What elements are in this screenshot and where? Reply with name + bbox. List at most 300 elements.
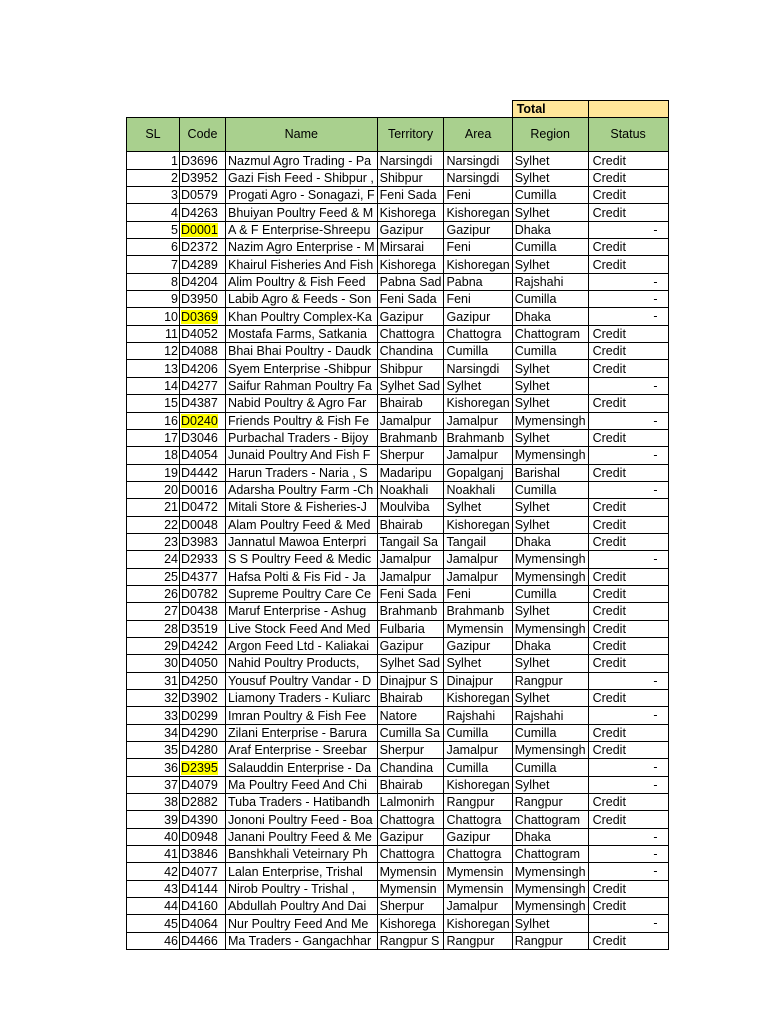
cell-name[interactable]: Saifur Rahman Poultry Fa	[226, 377, 378, 394]
cell-status[interactable]	[588, 776, 668, 793]
cell-name[interactable]: Junaid Poultry And Fish F	[226, 447, 378, 464]
cell-region[interactable]: Sylhet	[512, 690, 588, 707]
cell-status[interactable]	[588, 169, 668, 186]
cell-sl[interactable]: 9	[127, 291, 180, 308]
cell-territory[interactable]: Gazipur	[377, 221, 444, 238]
cell-region[interactable]: Sylhet	[512, 776, 588, 793]
cell-sl[interactable]: 40	[127, 828, 180, 845]
cell-status[interactable]	[588, 343, 668, 360]
cell-region[interactable]: Sylhet	[512, 169, 588, 186]
cell-code[interactable]	[180, 169, 226, 186]
cell-name[interactable]: Alam Poultry Feed & Med	[226, 516, 378, 533]
cell-sl[interactable]: 7	[127, 256, 180, 273]
cell-code[interactable]	[180, 360, 226, 377]
cell-area[interactable]: Gazipur	[444, 637, 512, 654]
cell-region[interactable]: Dhaka	[512, 637, 588, 654]
cell-status[interactable]	[588, 377, 668, 394]
cell-sl[interactable]: 22	[127, 516, 180, 533]
cell-name[interactable]: Tuba Traders - Hatibandh	[226, 794, 378, 811]
cell-area[interactable]: Mymensin	[444, 620, 512, 637]
cell-name[interactable]: Khairul Fisheries And Fish	[226, 256, 378, 273]
cell-code[interactable]	[180, 568, 226, 585]
cell-code[interactable]	[180, 395, 226, 412]
cell-sl[interactable]: 19	[127, 464, 180, 481]
cell-sl[interactable]: 2	[127, 169, 180, 186]
cell-code[interactable]	[180, 811, 226, 828]
cell-name[interactable]: Argon Feed Ltd - Kaliakai	[226, 637, 378, 654]
cell-territory[interactable]: Chattogra	[377, 325, 444, 342]
cell-area[interactable]: Feni	[444, 585, 512, 602]
cell-region[interactable]: Sylhet	[512, 499, 588, 516]
cell-status[interactable]	[588, 915, 668, 932]
cell-name[interactable]: A & F Enterprise-Shreepu	[226, 221, 378, 238]
cell-sl[interactable]: 14	[127, 377, 180, 394]
cell-sl[interactable]: 1	[127, 152, 180, 169]
cell-region[interactable]: Sylhet	[512, 395, 588, 412]
cell-region[interactable]: Cumilla	[512, 481, 588, 498]
cell-area[interactable]: Kishoregan	[444, 776, 512, 793]
cell-territory[interactable]: Madaripu	[377, 464, 444, 481]
cell-name[interactable]: Purbachal Traders - Bijoy	[226, 429, 378, 446]
cell-area[interactable]: Dinajpur	[444, 672, 512, 689]
cell-code[interactable]	[180, 932, 226, 949]
cell-area[interactable]: Feni	[444, 291, 512, 308]
cell-code[interactable]	[180, 672, 226, 689]
cell-territory[interactable]: Gazipur	[377, 828, 444, 845]
cell-sl[interactable]: 34	[127, 724, 180, 741]
cell-area[interactable]: Cumilla	[444, 724, 512, 741]
cell-status[interactable]	[588, 551, 668, 568]
cell-status[interactable]	[588, 863, 668, 880]
cell-area[interactable]: Sylhet	[444, 377, 512, 394]
cell-territory[interactable]: Chattogra	[377, 811, 444, 828]
cell-area[interactable]: Pabna	[444, 273, 512, 290]
cell-region[interactable]: Cumilla	[512, 239, 588, 256]
cell-sl[interactable]: 12	[127, 343, 180, 360]
cell-sl[interactable]: 26	[127, 585, 180, 602]
cell-sl[interactable]: 5	[127, 221, 180, 238]
cell-status[interactable]	[588, 690, 668, 707]
cell-area[interactable]: Brahmanb	[444, 603, 512, 620]
cell-region[interactable]: Mymensingh	[512, 880, 588, 897]
cell-code[interactable]	[180, 759, 226, 776]
cell-name[interactable]: Abdullah Poultry And Dai	[226, 898, 378, 915]
cell-territory[interactable]: Pabna Sad	[377, 273, 444, 290]
cell-region[interactable]: Cumilla	[512, 759, 588, 776]
cell-code[interactable]	[180, 776, 226, 793]
cell-territory[interactable]: Gazipur	[377, 637, 444, 654]
cell-code[interactable]	[180, 429, 226, 446]
cell-sl[interactable]: 15	[127, 395, 180, 412]
cell-area[interactable]: Jamalpur	[444, 447, 512, 464]
cell-status[interactable]	[588, 637, 668, 654]
cell-name[interactable]: Mostafa Farms, Satkania	[226, 325, 378, 342]
cell-code[interactable]	[180, 204, 226, 221]
cell-territory[interactable]: Lalmonirh	[377, 794, 444, 811]
cell-territory[interactable]: Bhairab	[377, 776, 444, 793]
cell-territory[interactable]: Gazipur	[377, 308, 444, 325]
cell-area[interactable]: Kishoregan	[444, 690, 512, 707]
cell-code[interactable]	[180, 637, 226, 654]
cell-status[interactable]	[588, 239, 668, 256]
cell-status[interactable]	[588, 585, 668, 602]
cell-territory[interactable]: Kishorega	[377, 204, 444, 221]
cell-status[interactable]	[588, 447, 668, 464]
cell-territory[interactable]: Moulviba	[377, 499, 444, 516]
header-area[interactable]: Area	[444, 118, 512, 152]
cell-code[interactable]	[180, 481, 226, 498]
cell-territory[interactable]: Chandina	[377, 343, 444, 360]
cell-region[interactable]: Cumilla	[512, 343, 588, 360]
cell-code[interactable]	[180, 221, 226, 238]
cell-status[interactable]	[588, 256, 668, 273]
cell-name[interactable]: Adarsha Poultry Farm -Ch	[226, 481, 378, 498]
cell-code[interactable]	[180, 655, 226, 672]
cell-region[interactable]: Sylhet	[512, 603, 588, 620]
cell-region[interactable]: Mymensingh	[512, 863, 588, 880]
cell-sl[interactable]: 11	[127, 325, 180, 342]
cell-sl[interactable]: 23	[127, 533, 180, 550]
cell-name[interactable]: Zilani Enterprise - Barura	[226, 724, 378, 741]
cell-region[interactable]: Sylhet	[512, 655, 588, 672]
cell-region[interactable]: Mymensingh	[512, 620, 588, 637]
cell-area[interactable]: Mymensin	[444, 880, 512, 897]
cell-area[interactable]: Gopalganj	[444, 464, 512, 481]
cell-territory[interactable]: Cumilla Sa	[377, 724, 444, 741]
cell-name[interactable]: Nazim Agro Enterprise - M	[226, 239, 378, 256]
cell-status[interactable]	[588, 655, 668, 672]
cell-area[interactable]: Chattogra	[444, 846, 512, 863]
header-name[interactable]: Name	[226, 118, 378, 152]
cell-territory[interactable]: Feni Sada	[377, 291, 444, 308]
cell-region[interactable]: Dhaka	[512, 308, 588, 325]
cell-status[interactable]	[588, 672, 668, 689]
cell-name[interactable]: Maruf Enterprise - Ashug	[226, 603, 378, 620]
cell-status[interactable]	[588, 360, 668, 377]
cell-region[interactable]: Sylhet	[512, 152, 588, 169]
cell-code[interactable]	[180, 551, 226, 568]
cell-region[interactable]: Cumilla	[512, 291, 588, 308]
cell-status[interactable]	[588, 533, 668, 550]
cell-sl[interactable]: 46	[127, 932, 180, 949]
cell-name[interactable]: Khan Poultry Complex-Ka	[226, 308, 378, 325]
cell-code[interactable]	[180, 603, 226, 620]
cell-status[interactable]	[588, 464, 668, 481]
cell-territory[interactable]: Tangail Sa	[377, 533, 444, 550]
cell-status[interactable]	[588, 291, 668, 308]
cell-name[interactable]: Bhai Bhai Poultry - Daudk	[226, 343, 378, 360]
cell-name[interactable]: Alim Poultry & Fish Feed	[226, 273, 378, 290]
cell-status[interactable]	[588, 395, 668, 412]
cell-territory[interactable]: Chandina	[377, 759, 444, 776]
cell-sl[interactable]: 36	[127, 759, 180, 776]
cell-sl[interactable]: 30	[127, 655, 180, 672]
cell-code[interactable]	[180, 308, 226, 325]
cell-name[interactable]: Salauddin Enterprise - Da	[226, 759, 378, 776]
header-code[interactable]: Code	[180, 118, 226, 152]
cell-region[interactable]: Sylhet	[512, 256, 588, 273]
cell-status[interactable]	[588, 811, 668, 828]
cell-name[interactable]: Friends Poultry & Fish Fe	[226, 412, 378, 429]
cell-region[interactable]: Sylhet	[512, 360, 588, 377]
cell-code[interactable]	[180, 377, 226, 394]
cell-area[interactable]: Kishoregan	[444, 395, 512, 412]
cell-sl[interactable]: 24	[127, 551, 180, 568]
cell-sl[interactable]: 17	[127, 429, 180, 446]
cell-name[interactable]: Lalan Enterprise, Trishal	[226, 863, 378, 880]
cell-code[interactable]	[180, 707, 226, 724]
cell-status[interactable]	[588, 603, 668, 620]
cell-code[interactable]	[180, 863, 226, 880]
cell-territory[interactable]: Sherpur	[377, 447, 444, 464]
cell-area[interactable]: Gazipur	[444, 828, 512, 845]
cell-name[interactable]: Labib Agro & Feeds - Son	[226, 291, 378, 308]
cell-status[interactable]	[588, 707, 668, 724]
cell-sl[interactable]: 27	[127, 603, 180, 620]
cell-status[interactable]	[588, 932, 668, 949]
cell-code[interactable]	[180, 690, 226, 707]
cell-code[interactable]	[180, 846, 226, 863]
cell-status[interactable]	[588, 499, 668, 516]
cell-code[interactable]	[180, 464, 226, 481]
cell-area[interactable]: Jamalpur	[444, 568, 512, 585]
cell-code[interactable]	[180, 620, 226, 637]
cell-area[interactable]: Narsingdi	[444, 169, 512, 186]
cell-territory[interactable]: Noakhali	[377, 481, 444, 498]
cell-code[interactable]	[180, 880, 226, 897]
cell-code[interactable]	[180, 325, 226, 342]
cell-status[interactable]	[588, 828, 668, 845]
cell-name[interactable]: Liamony Traders - Kuliarc	[226, 690, 378, 707]
cell-sl[interactable]: 20	[127, 481, 180, 498]
cell-territory[interactable]: Jamalpur	[377, 412, 444, 429]
cell-status[interactable]	[588, 481, 668, 498]
cell-name[interactable]: Jononi Poultry Feed - Boa	[226, 811, 378, 828]
cell-name[interactable]: Nabid Poultry & Agro Far	[226, 395, 378, 412]
cell-territory[interactable]: Sherpur	[377, 742, 444, 759]
cell-sl[interactable]: 16	[127, 412, 180, 429]
cell-name[interactable]: Nahid Poultry Products,	[226, 655, 378, 672]
cell-region[interactable]: Rangpur	[512, 932, 588, 949]
cell-sl[interactable]: 28	[127, 620, 180, 637]
cell-name[interactable]: Nur Poultry Feed And Me	[226, 915, 378, 932]
cell-territory[interactable]: Bhairab	[377, 395, 444, 412]
cell-status[interactable]	[588, 152, 668, 169]
cell-name[interactable]: Banshkhali Veteirnary Ph	[226, 846, 378, 863]
cell-region[interactable]: Sylhet	[512, 377, 588, 394]
cell-status[interactable]	[588, 412, 668, 429]
cell-code[interactable]	[180, 152, 226, 169]
cell-status[interactable]	[588, 204, 668, 221]
cell-region[interactable]: Mymensingh	[512, 447, 588, 464]
cell-status[interactable]	[588, 221, 668, 238]
cell-area[interactable]: Kishoregan	[444, 256, 512, 273]
cell-sl[interactable]: 21	[127, 499, 180, 516]
cell-territory[interactable]: Bhairab	[377, 516, 444, 533]
cell-name[interactable]: Supreme Poultry Care Ce	[226, 585, 378, 602]
cell-area[interactable]: Gazipur	[444, 221, 512, 238]
cell-status[interactable]	[588, 742, 668, 759]
cell-name[interactable]: Janani Poultry Feed & Me	[226, 828, 378, 845]
cell-area[interactable]: Tangail	[444, 533, 512, 550]
cell-region[interactable]: Cumilla	[512, 187, 588, 204]
cell-sl[interactable]: 43	[127, 880, 180, 897]
cell-area[interactable]: Feni	[444, 239, 512, 256]
cell-territory[interactable]: Brahmanb	[377, 429, 444, 446]
cell-area[interactable]: Jamalpur	[444, 898, 512, 915]
header-territory[interactable]: Territory	[377, 118, 444, 152]
cell-code[interactable]	[180, 447, 226, 464]
cell-region[interactable]: Barishal	[512, 464, 588, 481]
cell-territory[interactable]: Feni Sada	[377, 187, 444, 204]
cell-code[interactable]	[180, 516, 226, 533]
cell-area[interactable]: Rangpur	[444, 932, 512, 949]
cell-sl[interactable]: 13	[127, 360, 180, 377]
cell-area[interactable]: Jamalpur	[444, 742, 512, 759]
cell-code[interactable]	[180, 915, 226, 932]
cell-region[interactable]: Chattogram	[512, 846, 588, 863]
cell-sl[interactable]: 32	[127, 690, 180, 707]
cell-area[interactable]: Rajshahi	[444, 707, 512, 724]
cell-code[interactable]	[180, 794, 226, 811]
cell-area[interactable]: Mymensin	[444, 863, 512, 880]
cell-name[interactable]: Araf Enterprise - Sreebar	[226, 742, 378, 759]
cell-sl[interactable]: 37	[127, 776, 180, 793]
cell-territory[interactable]: Natore	[377, 707, 444, 724]
cell-sl[interactable]: 41	[127, 846, 180, 863]
cell-status[interactable]	[588, 325, 668, 342]
cell-name[interactable]: Gazi Fish Feed - Shibpur ,	[226, 169, 378, 186]
cell-sl[interactable]: 25	[127, 568, 180, 585]
cell-area[interactable]: Jamalpur	[444, 412, 512, 429]
cell-name[interactable]: Nazmul Agro Trading - Pa	[226, 152, 378, 169]
cell-region[interactable]: Dhaka	[512, 533, 588, 550]
cell-region[interactable]: Mymensingh	[512, 568, 588, 585]
cell-region[interactable]: Chattogram	[512, 325, 588, 342]
cell-status[interactable]	[588, 846, 668, 863]
cell-name[interactable]: S S Poultry Feed & Medic	[226, 551, 378, 568]
cell-status[interactable]	[588, 620, 668, 637]
cell-area[interactable]: Cumilla	[444, 759, 512, 776]
header-sl[interactable]: SL	[127, 118, 180, 152]
cell-region[interactable]: Cumilla	[512, 585, 588, 602]
cell-code[interactable]	[180, 187, 226, 204]
cell-status[interactable]	[588, 516, 668, 533]
cell-status[interactable]	[588, 273, 668, 290]
cell-region[interactable]: Sylhet	[512, 429, 588, 446]
cell-sl[interactable]: 42	[127, 863, 180, 880]
cell-code[interactable]	[180, 742, 226, 759]
cell-territory[interactable]: Mymensin	[377, 863, 444, 880]
cell-sl[interactable]: 45	[127, 915, 180, 932]
cell-region[interactable]: Dhaka	[512, 828, 588, 845]
cell-code[interactable]	[180, 412, 226, 429]
cell-area[interactable]: Rangpur	[444, 794, 512, 811]
cell-area[interactable]: Narsingdi	[444, 152, 512, 169]
cell-name[interactable]: Live Stock Feed And Med	[226, 620, 378, 637]
cell-area[interactable]: Chattogra	[444, 811, 512, 828]
cell-name[interactable]: Bhuiyan Poultry Feed & M	[226, 204, 378, 221]
cell-code[interactable]	[180, 239, 226, 256]
cell-name[interactable]: Imran Poultry & Fish Fee	[226, 707, 378, 724]
cell-territory[interactable]: Dinajpur S	[377, 672, 444, 689]
cell-region[interactable]: Mymensingh	[512, 551, 588, 568]
cell-status[interactable]	[588, 724, 668, 741]
cell-sl[interactable]: 6	[127, 239, 180, 256]
cell-status[interactable]	[588, 759, 668, 776]
cell-status[interactable]	[588, 308, 668, 325]
cell-region[interactable]: Rangpur	[512, 672, 588, 689]
cell-status[interactable]	[588, 187, 668, 204]
cell-territory[interactable]: Kishorega	[377, 915, 444, 932]
cell-area[interactable]: Noakhali	[444, 481, 512, 498]
cell-name[interactable]: Mitali Store & Fisheries-J	[226, 499, 378, 516]
cell-territory[interactable]: Kishorega	[377, 256, 444, 273]
cell-name[interactable]: Syem Enterprise -Shibpur	[226, 360, 378, 377]
cell-status[interactable]	[588, 898, 668, 915]
cell-name[interactable]: Yousuf Poultry Vandar - D	[226, 672, 378, 689]
cell-code[interactable]	[180, 898, 226, 915]
cell-code[interactable]	[180, 533, 226, 550]
cell-sl[interactable]: 10	[127, 308, 180, 325]
cell-area[interactable]: Gazipur	[444, 308, 512, 325]
cell-name[interactable]: Nirob Poultry - Trishal ,	[226, 880, 378, 897]
cell-area[interactable]: Cumilla	[444, 343, 512, 360]
cell-sl[interactable]: 33	[127, 707, 180, 724]
cell-territory[interactable]: Narsingdi	[377, 152, 444, 169]
cell-sl[interactable]: 39	[127, 811, 180, 828]
cell-region[interactable]: Mymensingh	[512, 742, 588, 759]
cell-status[interactable]	[588, 880, 668, 897]
cell-region[interactable]: Rajshahi	[512, 707, 588, 724]
cell-territory[interactable]: Chattogra	[377, 846, 444, 863]
cell-area[interactable]: Narsingdi	[444, 360, 512, 377]
cell-region[interactable]: Mymensingh	[512, 898, 588, 915]
cell-name[interactable]: Progati Agro - Sonagazi, F	[226, 187, 378, 204]
cell-region[interactable]: Dhaka	[512, 221, 588, 238]
cell-status[interactable]	[588, 568, 668, 585]
cell-territory[interactable]: Sylhet Sad	[377, 655, 444, 672]
cell-territory[interactable]: Jamalpur	[377, 551, 444, 568]
cell-territory[interactable]: Sherpur	[377, 898, 444, 915]
cell-area[interactable]: Jamalpur	[444, 551, 512, 568]
cell-region[interactable]: Cumilla	[512, 724, 588, 741]
cell-area[interactable]: Sylhet	[444, 499, 512, 516]
cell-area[interactable]: Kishoregan	[444, 915, 512, 932]
cell-region[interactable]: Rajshahi	[512, 273, 588, 290]
cell-area[interactable]: Brahmanb	[444, 429, 512, 446]
cell-territory[interactable]: Sylhet Sad	[377, 377, 444, 394]
total-label[interactable]: Total	[512, 101, 588, 118]
cell-territory[interactable]: Shibpur	[377, 169, 444, 186]
cell-territory[interactable]: Fulbaria	[377, 620, 444, 637]
cell-area[interactable]: Feni	[444, 187, 512, 204]
header-status[interactable]: Status	[588, 118, 668, 152]
cell-sl[interactable]: 8	[127, 273, 180, 290]
cell-code[interactable]	[180, 291, 226, 308]
cell-status[interactable]	[588, 429, 668, 446]
cell-territory[interactable]: Bhairab	[377, 690, 444, 707]
cell-territory[interactable]: Brahmanb	[377, 603, 444, 620]
cell-area[interactable]: Kishoregan	[444, 204, 512, 221]
cell-sl[interactable]: 4	[127, 204, 180, 221]
cell-code[interactable]	[180, 273, 226, 290]
cell-sl[interactable]: 35	[127, 742, 180, 759]
cell-code[interactable]	[180, 724, 226, 741]
header-region[interactable]: Region	[512, 118, 588, 152]
cell-territory[interactable]: Feni Sada	[377, 585, 444, 602]
cell-sl[interactable]: 3	[127, 187, 180, 204]
